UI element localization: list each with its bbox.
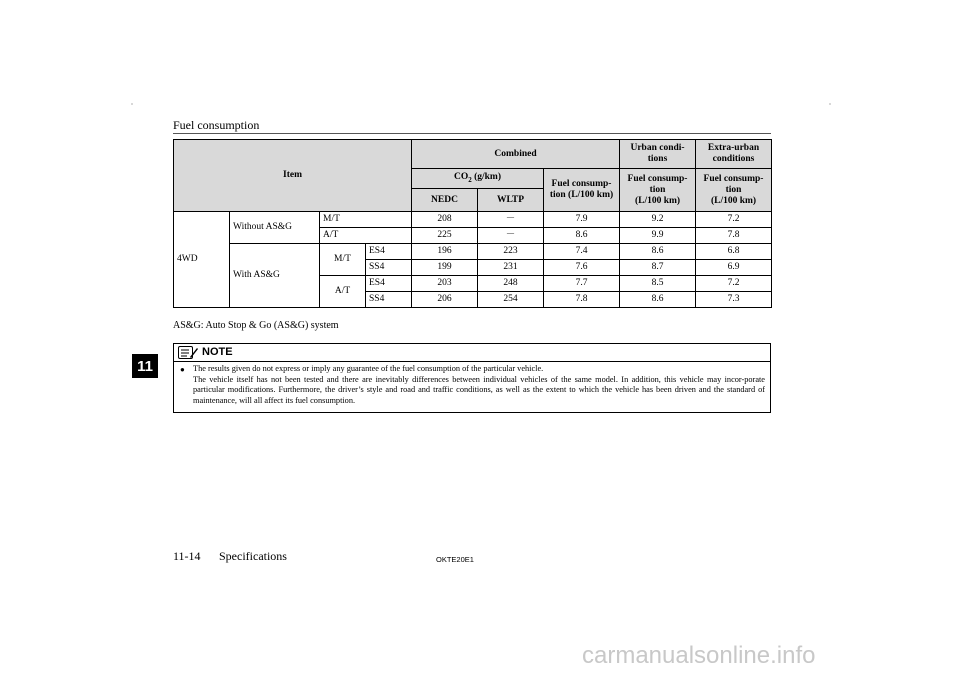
- header-combined: Combined: [412, 140, 620, 169]
- nedc-cell: 208: [412, 212, 478, 228]
- chapter-tab: 11: [132, 354, 158, 378]
- note-icon: [178, 346, 198, 364]
- transmission-cell: A/T: [320, 228, 412, 244]
- transmission-cell: M/T: [320, 212, 412, 228]
- drive-type-cell: 4WD: [174, 212, 230, 308]
- header-fuel-combined: Fuel consump-tion (L/100 km): [544, 169, 620, 212]
- page-corner-mark-right: [829, 103, 831, 105]
- without-asg-cell: Without AS&G: [230, 212, 320, 244]
- urban-fuel-cell: 8.6: [620, 292, 696, 308]
- section-title: Fuel consumption: [173, 118, 260, 132]
- header-extra-urban: Extra-urban conditions: [696, 140, 772, 169]
- header-urban: Urban condi-tions: [620, 140, 696, 169]
- combined-fuel-cell: 7.9: [544, 212, 620, 228]
- document-code: OKTE20E1: [436, 555, 474, 564]
- combined-fuel-cell: 7.6: [544, 260, 620, 276]
- nedc-cell: 203: [412, 276, 478, 292]
- mt-group-cell: M/T: [320, 244, 366, 276]
- co2-subscript: 2: [468, 175, 472, 184]
- watermark: carmanualsonline.info: [582, 642, 816, 669]
- header-fuel-urban: [620, 169, 696, 212]
- combined-fuel-cell: 7.7: [544, 276, 620, 292]
- fuel-consumption-table: [173, 139, 772, 308]
- co2-unit: (g/km): [471, 171, 502, 182]
- wltp-cell: －: [478, 228, 544, 244]
- header-wltp: WLTP: [478, 189, 544, 212]
- fuel-urban-line-1: Fuel consump-: [627, 173, 688, 184]
- table-row: [174, 244, 772, 260]
- combined-fuel-cell: 8.6: [544, 228, 620, 244]
- nedc-cell: 196: [412, 244, 478, 260]
- extra-urban-fuel-cell: 7.2: [696, 276, 772, 292]
- wltp-cell: 231: [478, 260, 544, 276]
- note-line-1: The results given do not express or imply any guarantee of the fuel consumption of the particular vehicle.: [193, 364, 544, 373]
- wltp-cell: －: [478, 212, 544, 228]
- combined-fuel-cell: 7.4: [544, 244, 620, 260]
- urban-fuel-cell: 9.2: [620, 212, 696, 228]
- note-title: NOTE: [202, 346, 233, 358]
- page-corner-mark-left: [131, 103, 133, 105]
- nedc-cell: 199: [412, 260, 478, 276]
- wltp-cell: 223: [478, 244, 544, 260]
- fuel-extra-line-1: Fuel consump-: [703, 173, 764, 184]
- extra-urban-fuel-cell: 6.8: [696, 244, 772, 260]
- nedc-cell: 206: [412, 292, 478, 308]
- variant-cell: ES4: [366, 276, 412, 292]
- co2-label: CO: [453, 171, 469, 182]
- footnote: AS&G: Auto Stop & Go (AS&G) system: [173, 320, 339, 331]
- combined-fuel-cell: 7.8: [544, 292, 620, 308]
- note-body: [193, 364, 765, 406]
- at-group-cell: A/T: [320, 276, 366, 308]
- header-co2: [412, 169, 544, 189]
- urban-fuel-cell: 8.7: [620, 260, 696, 276]
- variant-cell: ES4: [366, 244, 412, 260]
- footer-section-title: Specifications: [219, 549, 287, 563]
- fuel-extra-line-3: (L/100 km): [710, 195, 757, 206]
- page-number: 11-14: [173, 549, 201, 563]
- extra-urban-fuel-cell: 7.3: [696, 292, 772, 308]
- extra-urban-fuel-cell: 7.8: [696, 228, 772, 244]
- with-asg-cell: With AS&G: [230, 244, 320, 308]
- urban-fuel-cell: 8.6: [620, 244, 696, 260]
- extra-urban-fuel-cell: 6.9: [696, 260, 772, 276]
- note-header: [174, 344, 770, 362]
- note-line-2: The vehicle itself has not been tested and there are inevitably differences between individual vehicles of the same model. In addition, this vehicle may incor-porate particular modifications. Furthermore, the driver’s style and road and traffic conditions, as well as the extent to which the vehicle has been driven and the standard of maintenance, will all affect its fuel consumption.: [193, 374, 765, 405]
- table-row: [174, 212, 772, 228]
- variant-cell: SS4: [366, 292, 412, 308]
- urban-fuel-cell: 9.9: [620, 228, 696, 244]
- variant-cell: SS4: [366, 260, 412, 276]
- header-fuel-extra-urban: [696, 169, 772, 212]
- fuel-urban-line-3: (L/100 km): [634, 195, 681, 206]
- nedc-cell: 225: [412, 228, 478, 244]
- bullet-icon: ●: [180, 365, 185, 374]
- wltp-cell: 254: [478, 292, 544, 308]
- header-divider: [173, 133, 771, 134]
- note-box: [173, 343, 771, 413]
- urban-fuel-cell: 8.5: [620, 276, 696, 292]
- extra-urban-fuel-cell: 7.2: [696, 212, 772, 228]
- header-nedc: NEDC: [412, 189, 478, 212]
- fuel-extra-line-2: tion: [725, 184, 742, 195]
- header-item: Item: [174, 140, 412, 212]
- fuel-urban-line-2: tion: [649, 184, 666, 195]
- wltp-cell: 248: [478, 276, 544, 292]
